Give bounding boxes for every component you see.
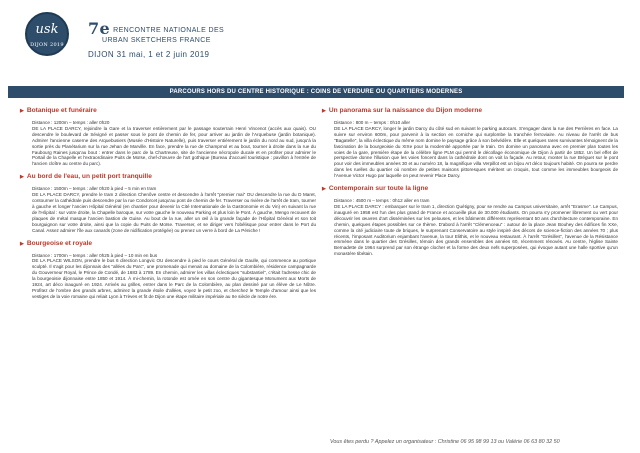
route-panorama xyxy=(322,106,622,179)
triangle-bullet-icon: ▶ xyxy=(20,174,24,181)
route-distance: Distance : 1700m – temps : aller 0h25 à pied – 10 min en bus xyxy=(32,252,158,258)
title-line-1: RENCONTRE NATIONALE DES xyxy=(113,27,225,34)
contact-footer: Vous êtes perdu ? Appelez un organisateur : Christine 06 95 98 99 13 ou Valérie 06 63 80 32 50 xyxy=(330,439,560,445)
route-title: ▶ Contemporain sur toute la ligne xyxy=(322,185,429,193)
right-column xyxy=(322,106,622,257)
route-distance: Distance : 1200m – temps : aller 0h20 xyxy=(32,120,110,125)
triangle-bullet-icon: ▶ xyxy=(322,186,326,193)
triangle-bullet-icon: ▶ xyxy=(322,108,326,114)
section-banner: PARCOURS HORS DU CENTRE HISTORIQUE : COINS DE VERDURE OU QUARTIERS MODERNES xyxy=(8,86,624,98)
route-title: ▶ Bourgeoise et royale xyxy=(20,239,93,247)
route-distance: Distance : 4500 m – temps : 0h12 aller en tram xyxy=(334,198,430,204)
route-distance: Distance : 800 m – temps : 0h10 aller xyxy=(334,120,411,125)
route-title: ▶ Au bord de l'eau, un petit port tranquille xyxy=(20,173,152,181)
route-description: DE LA PLACE DARCY, prendre le tram 2 direction Chenôve centre et descendre à l'arrêt "premier mai" OU descendre la rue du D Maret, contourner la cathédrale puis descendre par la rue Condorcet jusqu'au pont de chemin de fer. Traverser ou rivière de l'arrêt de tram, tourner à gauche et longer l'ancien Hôpital Général (en chantier pour devenir la Cité Internationale de la Gastronomie et du Vin) en suivant la rue de l'Hôpital : sur votre droite, la Chapelle baroque, sur votre gauche le nouveau Parking et plus loin le Pont. À gauche, Mengo recouvert de plaques de métal masque l'ancien bastion de Guise. Au bout de la rue, aller un œil à la grande façade de l'Hôpital Général et son toit bourguignon sur votre droite, ainsi que la copie du Puits de Moïse. Traverser, et se diriger vers l'obélisque pour entrer dans le Port du Canal. Assez admirer l'île aux canards (zone de nidification protégée) ou prenez un verre à bord de La Péniche ! xyxy=(32,192,316,233)
event-title xyxy=(88,19,225,62)
route-distance: Distance : 1500m – temps : aller 0h20 à pied – 5 min en tram xyxy=(32,186,157,192)
route-title: ▶ Botanique et funéraire xyxy=(20,107,97,114)
route-bord-de-leau xyxy=(20,172,320,233)
logo-text: usk xyxy=(35,22,59,37)
route-description: DE LA PLACE DARCY : embarquer sur le tram 1, direction Quétigny, pour se rendre au Campus universitaire, arrêt "Erasme". Le Campus, inauguré en 1958 est l'un des plus grand de France et accueille plus de 30.000 étudiants. On pourra s'y promener librement ou vert pour découvrir les œuvres d'art disséminées sur les pelouses, et les bâtiments différents représentant 50 ans d'architecture contemporaine. En chemin, quelques étapes possibles sur ce thème. D'abord à l'arrêt "Clémenceau" : autour de la place Jean Bouhey des édifices fin XXe, comme la cité judiciaire toute de briques, le surprenant Conservatoire au style inspiré des décors de science-fiction des années 70 ; plus récents, l'imposant Auditorium enjambant l'avenue, la tour Elithis, et le nouveau restaurant. À l'arrêt "Grésilles", l'avenue de la Résistance emmène dans le quartier des Grésilles, témoin des grands ensembles des années 60, récemment rénovés. Au centre, l'église Sainte Bernadette de 1964 surprend par son étrange clocher et la forme des deux nefs superposées, qui évoque autant une halle sportive qu'un monastère tibétain. xyxy=(334,203,618,257)
route-description: DE LA PLACE DARCY, rejoindre la Gare et la traverser entièrement par le passage souterrain Henri Vincenot (accès aux quais). OU descendre le boulevard de Sévigné et passer sous le pont de chemin de fer, pour arriver au jardin de l'Arquebuse (jardin botanique). Admirer l'ancienne caserne des Arquebusiers (Musée d'Histoire Naturelle), puis traverser entièrement le jardin du nord au sud, jusqu'à la sortie près du Planétarium sur la rue Jehan de Marville. En face, prendre la rue de Champmol et au bout, tourner à droite dans la rue du Faubourg Raines jusqu'au bout : entrer dans le parc de la Chartreuse, site de l'ancienne nécropole ducale et en profiter pour admirer le Portail de la Chapelle et l'extraordinaire Puits de Moïse, chef-d'œuvre de l'art gothique (Bureau d'accueil touristique : pavillon à l'entrée de l'ancien cloître au centre du parc). xyxy=(32,125,316,167)
route-botanique xyxy=(20,106,320,167)
logo-city: DIJON 2019 xyxy=(30,42,64,48)
route-description: DE LA PLACE WILSON, prendre le bus 6 direction Longvic OU descendre à pied le cours Général de Gaulle, qui commence au portique sculpté. Il s'agit pour les dijonnais des "allées du Parc", une promenade qui menait au domaine de la Colombière, résidence campagnarde du Gouverneur Royal, le Prince de Condé, de 1683 à 1789. En chemin, admirer les villas éclectiques "substantiel", c'était l'adresse chic de la bourgeoisie dijonnaise entre 1850 et 1914. À mi-chemin, la rotonde est ornée en son centre du gigantesque Monument aux Morts de 1924, art déco inauguré en 1924. Arrivés au grilles, entrer dans le Parc de la Colombière, au plan dessiné par un élève de Le Nôtre. Profitez de l'ombre des grands arbres, admirez la grande étoile d'allées, voyez le petit zoo, et cherchez le Temple d'amour ainsi que les vestiges de la voie romaine qui reliait Lyon à Trèves et fit de Dijon une étape militaire impériale au IIe siècle de notre ère. xyxy=(32,258,316,299)
route-description: DE LA PLACE DARCY, longer le jardin Darcy du côté sud en suivant le parking autocars. S'engager dans la rue des Perrières en face. La suivre sur environ 600m, pour parvenir à la section en corniche qui surplombe la tranchée ferroviaire. Au niveau de l'arrêt de bus "Bagatelle", la villa éclectique du même nom domine le paysage grâce à son belvédère. Elle et quelques rares survivantes témoignent de la fascination de la bourgeoisie du XIXe pour la modernité apportée par le train. On domine un panorama avec en premier plan toutes les voies de la gare, première étape de la célèbre ligne PLM qui permit le décollage économique de Dijon à partir de 1852. Un bel effet de perspective donne l'illusion que les voies foncent dans la cathédrale dont on voit la façade. Au retour, monter la rue Bréguet sur le pont pour voir des immeubles années 30 et au numéro 18, la magnifique villa Verpillot est un bijou Art déco toujours habité. On pourra se perdre dans les ruelles du quartier où nombre de petites maisons pittoresques méritent un croquis, tout comme les immeubles bourgeois de l'Avenue Victor Hugo par laquelle on peut revenir Place Darcy. xyxy=(334,125,618,179)
triangle-bullet-icon: ▶ xyxy=(20,108,24,114)
title-line-2: URBAN SKETCHERS FRANCE xyxy=(102,37,211,44)
event-dates: DIJON 31 mai, 1 et 2 juin 2019 xyxy=(88,50,210,59)
triangle-bullet-icon: ▶ xyxy=(20,240,24,247)
route-title: ▶ Un panorama sur la naissance du Dijon moderne xyxy=(322,107,483,114)
route-bourgeoise xyxy=(20,239,320,300)
route-contemporain xyxy=(322,184,622,257)
edition-number: 7e xyxy=(88,19,111,38)
usk-dijon-logo xyxy=(25,12,69,56)
left-column xyxy=(20,106,320,300)
